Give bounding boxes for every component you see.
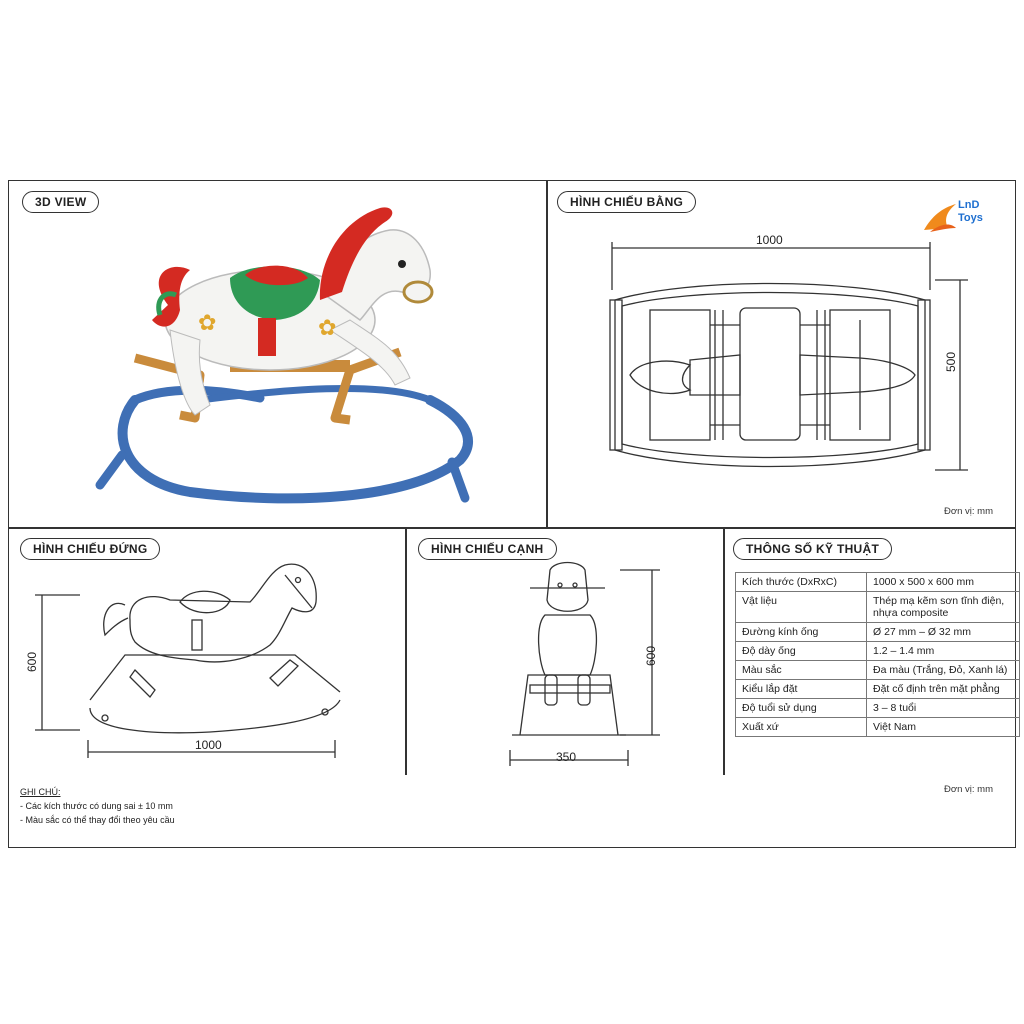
side-horse-head: [547, 563, 588, 612]
horse-eye: [398, 260, 406, 268]
spec-row: [736, 680, 1020, 699]
spec-key: Kích thước (DxRxC): [736, 573, 867, 592]
side-height-label: 600: [644, 645, 658, 666]
divider-bottom-left: [405, 527, 407, 775]
specs-table: [735, 572, 1020, 737]
divider-bottom-right: [723, 527, 725, 775]
spec-value: 1.2 – 1.4 mm: [867, 642, 1020, 661]
top-unit-label: Đơn vị: mm: [944, 506, 993, 517]
top-rail-left: [610, 300, 622, 450]
divider-middle-horizontal: [8, 527, 1016, 529]
note-item: - Màu sắc có thể thay đổi theo yêu cầu: [20, 815, 175, 825]
note-item: - Các kích thước có dung sai ± 10 mm: [20, 801, 173, 811]
label-side-view: HÌNH CHIẾU CẠNH: [418, 538, 557, 560]
top-length-label: 1000: [756, 233, 783, 247]
spec-value: Đa màu (Trắng, Đỏ, Xanh lá): [867, 661, 1020, 680]
blue-leg-left: [100, 455, 122, 485]
spec-value: 1000 x 500 x 600 mm: [867, 573, 1020, 592]
spec-key: Độ dày ống: [736, 642, 867, 661]
butterfly-decoration-right: ✿: [318, 315, 337, 340]
blue-frame-front: [123, 400, 468, 498]
top-rail-right: [918, 300, 930, 450]
front-rocker-base: [90, 700, 340, 733]
spec-row: [736, 623, 1020, 642]
top-width-label: 500: [944, 351, 958, 372]
divider-top-vertical: [546, 180, 548, 528]
spec-key: Màu sắc: [736, 661, 867, 680]
front-length-label: 1000: [195, 738, 222, 752]
butterfly-decoration-left: ✿: [198, 310, 217, 335]
top-frame-outline: [615, 284, 925, 467]
label-top-view: HÌNH CHIẾU BẰNG: [557, 191, 696, 213]
spec-row: [736, 661, 1020, 680]
spec-key: Kiểu lắp đặt: [736, 680, 867, 699]
spec-value: Thép mạ kẽm sơn tĩnh điện, nhựa composite: [867, 592, 1020, 623]
top-view-drawing: [590, 230, 980, 490]
side-leg-right: [578, 675, 590, 705]
side-width-label: 350: [556, 750, 577, 764]
side-frame: [520, 675, 618, 735]
spec-key: Vật liệu: [736, 592, 867, 623]
top-saddle: [740, 308, 800, 440]
horse-muzzle: [404, 282, 432, 302]
specs-unit-label: Đơn vị: mm: [944, 784, 993, 795]
front-wood-left: [130, 670, 155, 697]
front-wood-right: [270, 660, 298, 686]
spec-row: [736, 699, 1020, 718]
side-leg-left: [545, 675, 557, 705]
front-height-label: 600: [25, 651, 39, 672]
notes-heading: GHI CHÚ:: [20, 787, 61, 797]
label-3d-view: 3D VIEW: [22, 191, 99, 213]
horse-3d-illustration: [80, 200, 480, 510]
spec-value: Việt Nam: [867, 718, 1020, 737]
front-horse-tail: [104, 603, 128, 635]
spec-value: Ø 27 mm – Ø 32 mm: [867, 623, 1020, 642]
front-saddle: [180, 591, 230, 612]
side-horse-body: [539, 615, 597, 675]
notes-block: [20, 785, 175, 827]
front-horse-eye: [296, 578, 301, 583]
spec-key: Độ tuổi sử dụng: [736, 699, 867, 718]
spec-key: Xuất xứ: [736, 718, 867, 737]
spec-row: [736, 573, 1020, 592]
spec-key: Đường kính ống: [736, 623, 867, 642]
saddle-strap: [258, 318, 276, 356]
spec-value: 3 – 8 tuổi: [867, 699, 1020, 718]
logo-line2: Toys: [958, 212, 983, 224]
label-front-view: HÌNH CHIẾU ĐỨNG: [20, 538, 160, 560]
spec-value: Đặt cố định trên mặt phẳng: [867, 680, 1020, 699]
blue-leg-right: [452, 462, 465, 498]
spec-row: [736, 592, 1020, 623]
top-horse-tail: [630, 361, 690, 393]
logo-text: [958, 199, 983, 225]
label-specs: THÔNG SỐ KỸ THUẬT: [733, 538, 892, 560]
spec-row: [736, 642, 1020, 661]
spec-row: [736, 718, 1020, 737]
logo-line1: LnD: [958, 199, 980, 211]
